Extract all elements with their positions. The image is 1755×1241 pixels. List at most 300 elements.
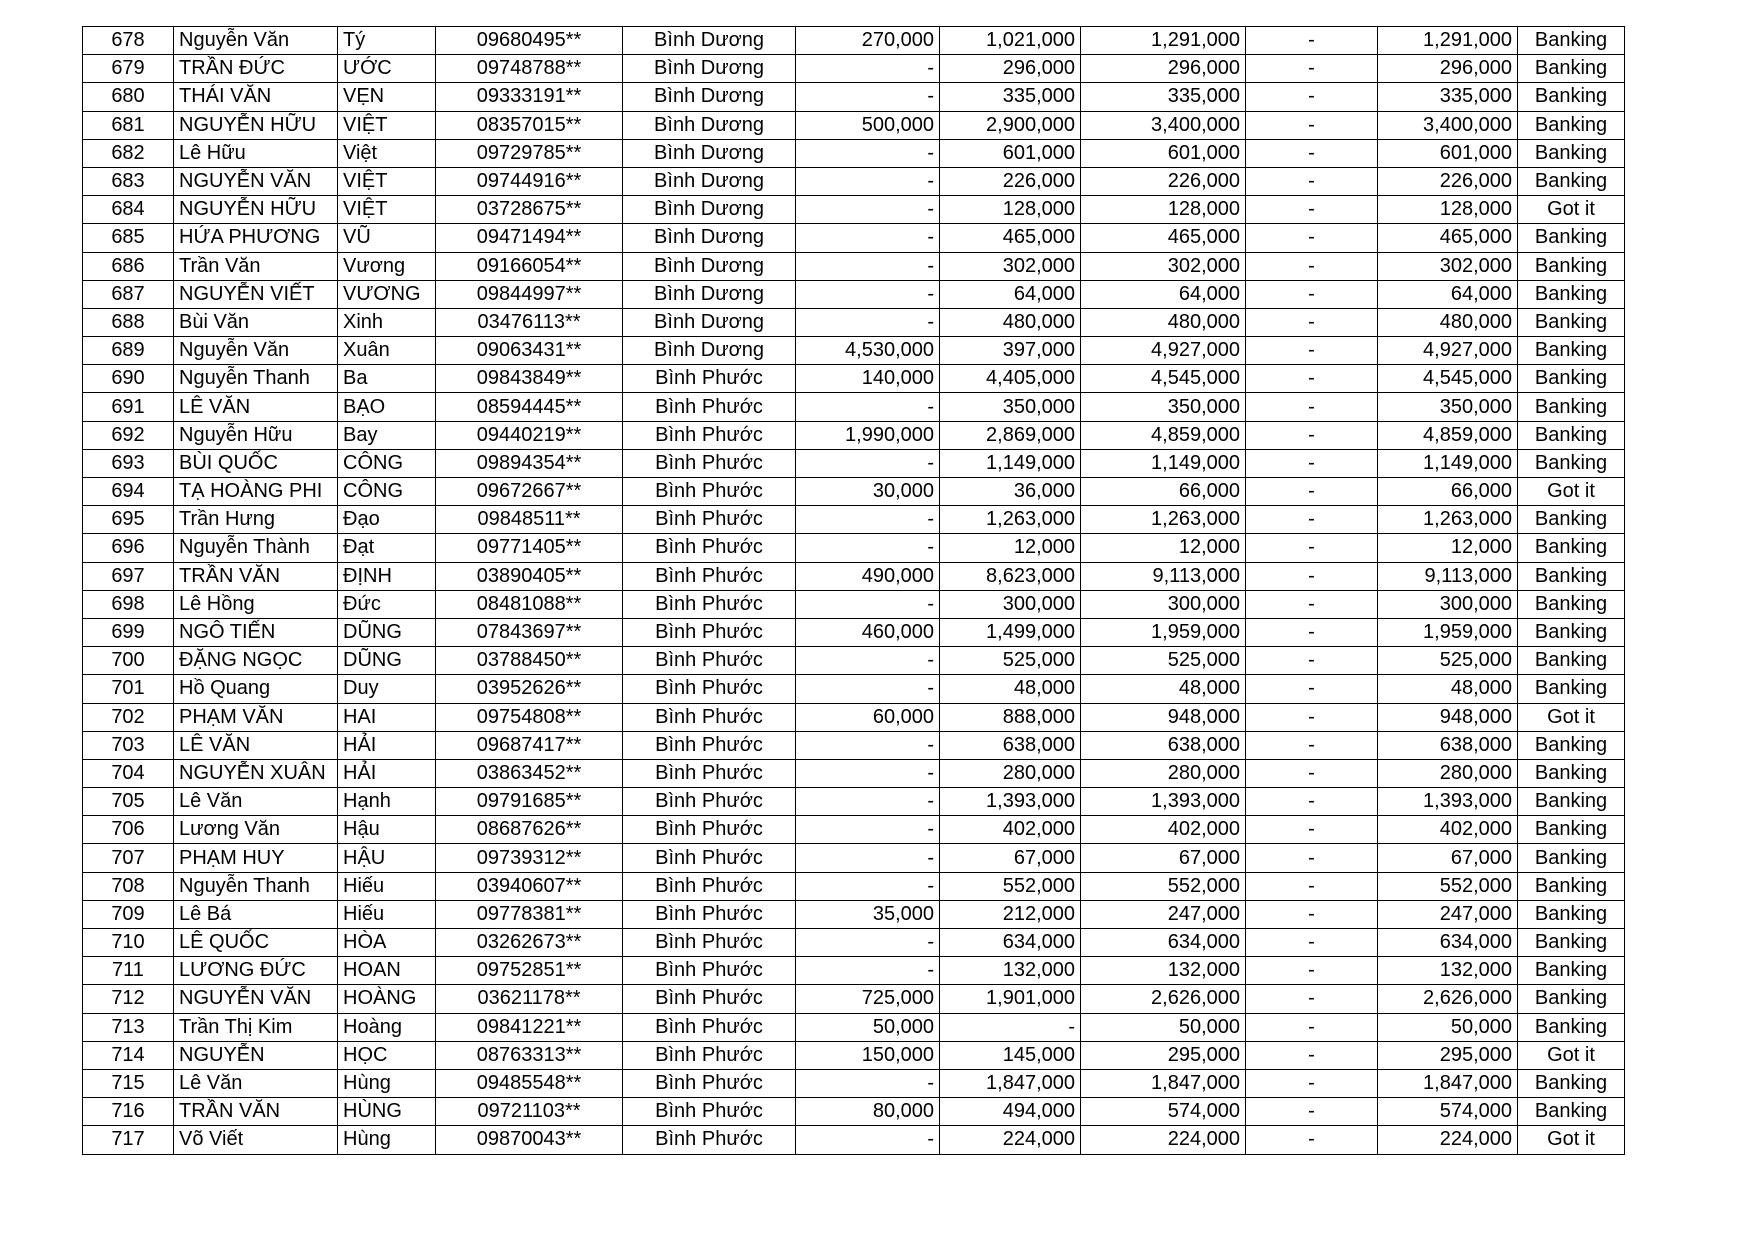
cell-province: Bình Phước [623, 929, 796, 957]
cell-amount-2: 226,000 [940, 167, 1081, 195]
cell-amount-2: 494,000 [940, 1098, 1081, 1126]
cell-net-amount: 132,000 [1378, 957, 1518, 985]
cell-first-name: Hiếu [338, 900, 436, 928]
cell-province: Bình Dương [623, 337, 796, 365]
cell-deduction: - [1246, 449, 1378, 477]
cell-province: Bình Dương [623, 139, 796, 167]
cell-deduction: - [1246, 111, 1378, 139]
cell-total-amount: 64,000 [1081, 280, 1246, 308]
cell-amount-2: 280,000 [940, 759, 1081, 787]
cell-total-amount: 465,000 [1081, 224, 1246, 252]
cell-total-amount: 634,000 [1081, 929, 1246, 957]
cell-total-amount: 4,927,000 [1081, 337, 1246, 365]
cell-last-middle-name: NGUYỄN HỮU [174, 196, 338, 224]
cell-phone-number: 09771405** [436, 534, 623, 562]
cell-deduction: - [1246, 280, 1378, 308]
cell-last-middle-name: LÊ VĂN [174, 731, 338, 759]
cell-deduction: - [1246, 252, 1378, 280]
cell-row-number: 696 [83, 534, 174, 562]
cell-deduction: - [1246, 844, 1378, 872]
cell-total-amount: 948,000 [1081, 703, 1246, 731]
cell-deduction: - [1246, 703, 1378, 731]
cell-amount-2: 397,000 [940, 337, 1081, 365]
table-row [83, 985, 1625, 1013]
cell-net-amount: 4,545,000 [1378, 365, 1518, 393]
cell-total-amount: 280,000 [1081, 759, 1246, 787]
cell-net-amount: 1,291,000 [1378, 27, 1518, 55]
cell-phone-number: 09739312** [436, 844, 623, 872]
cell-row-number: 707 [83, 844, 174, 872]
cell-net-amount: 66,000 [1378, 478, 1518, 506]
cell-last-middle-name: TẠ HOÀNG PHI [174, 478, 338, 506]
cell-last-middle-name: NGÔ TIẾN [174, 618, 338, 646]
cell-province: Bình Phước [623, 534, 796, 562]
cell-net-amount: 335,000 [1378, 83, 1518, 111]
cell-payment-method: Got it [1518, 478, 1625, 506]
cell-amount-1: - [796, 139, 940, 167]
cell-amount-2: 335,000 [940, 83, 1081, 111]
cell-deduction: - [1246, 1126, 1378, 1154]
cell-province: Bình Phước [623, 1069, 796, 1097]
cell-first-name: Đức [338, 590, 436, 618]
cell-payment-method: Got it [1518, 196, 1625, 224]
cell-first-name: Vương [338, 252, 436, 280]
cell-row-number: 716 [83, 1098, 174, 1126]
cell-net-amount: 4,859,000 [1378, 421, 1518, 449]
cell-net-amount: 12,000 [1378, 534, 1518, 562]
cell-deduction: - [1246, 167, 1378, 195]
cell-row-number: 699 [83, 618, 174, 646]
cell-row-number: 703 [83, 731, 174, 759]
cell-last-middle-name: NGUYỄN [174, 1041, 338, 1069]
cell-deduction: - [1246, 731, 1378, 759]
cell-last-middle-name: Nguyễn Thành [174, 534, 338, 562]
cell-payment-method: Banking [1518, 1098, 1625, 1126]
cell-first-name: Hậu [338, 816, 436, 844]
cell-phone-number: 09748788** [436, 55, 623, 83]
cell-deduction: - [1246, 83, 1378, 111]
cell-last-middle-name: Nguyễn Thanh [174, 872, 338, 900]
cell-phone-number: 09791685** [436, 788, 623, 816]
cell-row-number: 708 [83, 872, 174, 900]
cell-amount-1: - [796, 167, 940, 195]
cell-first-name: Duy [338, 675, 436, 703]
table-row [83, 308, 1625, 336]
cell-amount-1: 490,000 [796, 562, 940, 590]
cell-last-middle-name: Bùi Văn [174, 308, 338, 336]
cell-net-amount: 552,000 [1378, 872, 1518, 900]
table-row [83, 759, 1625, 787]
table-row [83, 478, 1625, 506]
cell-amount-1: - [796, 1069, 940, 1097]
cell-province: Bình Dương [623, 27, 796, 55]
cell-payment-method: Banking [1518, 365, 1625, 393]
cell-row-number: 694 [83, 478, 174, 506]
cell-amount-1: 4,530,000 [796, 337, 940, 365]
cell-row-number: 687 [83, 280, 174, 308]
cell-phone-number: 07843697** [436, 618, 623, 646]
cell-payment-method: Banking [1518, 393, 1625, 421]
cell-amount-1: - [796, 224, 940, 252]
cell-amount-2: 1,901,000 [940, 985, 1081, 1013]
cell-amount-2: 480,000 [940, 308, 1081, 336]
cell-last-middle-name: Võ Viết [174, 1126, 338, 1154]
cell-total-amount: 302,000 [1081, 252, 1246, 280]
cell-net-amount: 247,000 [1378, 900, 1518, 928]
cell-last-middle-name: Lê Hữu [174, 139, 338, 167]
cell-first-name: HẢI [338, 759, 436, 787]
cell-last-middle-name: Hồ Quang [174, 675, 338, 703]
cell-amount-2: 1,393,000 [940, 788, 1081, 816]
cell-total-amount: 247,000 [1081, 900, 1246, 928]
cell-first-name: Việt [338, 139, 436, 167]
cell-total-amount: 1,959,000 [1081, 618, 1246, 646]
cell-payment-method: Banking [1518, 280, 1625, 308]
cell-amount-2: 888,000 [940, 703, 1081, 731]
table-row [83, 1041, 1625, 1069]
cell-amount-2: 4,405,000 [940, 365, 1081, 393]
cell-amount-2: 296,000 [940, 55, 1081, 83]
cell-deduction: - [1246, 224, 1378, 252]
cell-first-name: DŨNG [338, 618, 436, 646]
cell-phone-number: 09485548** [436, 1069, 623, 1097]
cell-province: Bình Phước [623, 506, 796, 534]
cell-last-middle-name: TRẦN ĐỨC [174, 55, 338, 83]
cell-deduction: - [1246, 562, 1378, 590]
cell-row-number: 684 [83, 196, 174, 224]
cell-deduction: - [1246, 365, 1378, 393]
table-row [83, 1126, 1625, 1154]
cell-last-middle-name: Lê Văn [174, 788, 338, 816]
cell-first-name: Xinh [338, 308, 436, 336]
table-row [83, 27, 1625, 55]
cell-first-name: ĐỊNH [338, 562, 436, 590]
cell-last-middle-name: LƯƠNG ĐỨC [174, 957, 338, 985]
cell-last-middle-name: Trần Hưng [174, 506, 338, 534]
cell-amount-1: - [796, 759, 940, 787]
cell-last-middle-name: Trần Thị Kim [174, 1013, 338, 1041]
cell-province: Bình Dương [623, 111, 796, 139]
cell-phone-number: 08687626** [436, 816, 623, 844]
cell-first-name: DŨNG [338, 647, 436, 675]
cell-province: Bình Phước [623, 900, 796, 928]
cell-deduction: - [1246, 957, 1378, 985]
cell-last-middle-name: NGUYỄN VĂN [174, 985, 338, 1013]
cell-phone-number: 09870043** [436, 1126, 623, 1154]
cell-amount-2: 145,000 [940, 1041, 1081, 1069]
cell-total-amount: 9,113,000 [1081, 562, 1246, 590]
cell-payment-method: Banking [1518, 957, 1625, 985]
cell-amount-2: - [940, 1013, 1081, 1041]
cell-amount-1: - [796, 872, 940, 900]
cell-phone-number: 09844997** [436, 280, 623, 308]
table-row [83, 55, 1625, 83]
cell-net-amount: 480,000 [1378, 308, 1518, 336]
cell-phone-number: 03788450** [436, 647, 623, 675]
cell-payment-method: Banking [1518, 900, 1625, 928]
cell-phone-number: 09752851** [436, 957, 623, 985]
cell-phone-number: 09894354** [436, 449, 623, 477]
table-row [83, 590, 1625, 618]
cell-deduction: - [1246, 1041, 1378, 1069]
cell-first-name: VIỆT [338, 167, 436, 195]
cell-total-amount: 335,000 [1081, 83, 1246, 111]
cell-payment-method: Banking [1518, 647, 1625, 675]
cell-deduction: - [1246, 534, 1378, 562]
cell-last-middle-name: TRẦN VĂN [174, 1098, 338, 1126]
cell-net-amount: 48,000 [1378, 675, 1518, 703]
cell-row-number: 702 [83, 703, 174, 731]
cell-deduction: - [1246, 618, 1378, 646]
cell-payment-method: Banking [1518, 675, 1625, 703]
cell-net-amount: 465,000 [1378, 224, 1518, 252]
cell-row-number: 685 [83, 224, 174, 252]
cell-province: Bình Phước [623, 449, 796, 477]
cell-last-middle-name: THÁI VĂN [174, 83, 338, 111]
cell-amount-2: 1,149,000 [940, 449, 1081, 477]
table-row [83, 196, 1625, 224]
cell-amount-2: 1,021,000 [940, 27, 1081, 55]
cell-amount-1: - [796, 534, 940, 562]
cell-phone-number: 03728675** [436, 196, 623, 224]
cell-amount-1: - [796, 393, 940, 421]
cell-province: Bình Phước [623, 675, 796, 703]
cell-total-amount: 552,000 [1081, 872, 1246, 900]
cell-row-number: 711 [83, 957, 174, 985]
cell-net-amount: 574,000 [1378, 1098, 1518, 1126]
cell-amount-1: - [796, 308, 940, 336]
cell-payment-method: Banking [1518, 252, 1625, 280]
table-body [83, 27, 1625, 1155]
cell-amount-2: 48,000 [940, 675, 1081, 703]
cell-payment-method: Banking [1518, 590, 1625, 618]
cell-province: Bình Phước [623, 703, 796, 731]
cell-payment-method: Banking [1518, 167, 1625, 195]
cell-phone-number: 03940607** [436, 872, 623, 900]
cell-amount-2: 67,000 [940, 844, 1081, 872]
table-row [83, 139, 1625, 167]
cell-payment-method: Banking [1518, 1069, 1625, 1097]
cell-phone-number: 09166054** [436, 252, 623, 280]
cell-first-name: Hoàng [338, 1013, 436, 1041]
cell-row-number: 679 [83, 55, 174, 83]
table-row [83, 252, 1625, 280]
table-row [83, 449, 1625, 477]
cell-first-name: Hùng [338, 1126, 436, 1154]
table-row [83, 280, 1625, 308]
cell-amount-1: - [796, 731, 940, 759]
cell-phone-number: 03621178** [436, 985, 623, 1013]
cell-first-name: VIỆT [338, 196, 436, 224]
cell-amount-1: 270,000 [796, 27, 940, 55]
cell-amount-1: 50,000 [796, 1013, 940, 1041]
cell-amount-2: 1,499,000 [940, 618, 1081, 646]
cell-first-name: CÔNG [338, 449, 436, 477]
cell-row-number: 689 [83, 337, 174, 365]
cell-payment-method: Banking [1518, 506, 1625, 534]
cell-amount-2: 552,000 [940, 872, 1081, 900]
cell-amount-2: 601,000 [940, 139, 1081, 167]
cell-phone-number: 09440219** [436, 421, 623, 449]
cell-row-number: 713 [83, 1013, 174, 1041]
cell-first-name: Đạt [338, 534, 436, 562]
table-row [83, 83, 1625, 111]
cell-payment-method: Banking [1518, 55, 1625, 83]
cell-last-middle-name: NGUYỄN HỮU [174, 111, 338, 139]
cell-deduction: - [1246, 337, 1378, 365]
cell-province: Bình Phước [623, 1126, 796, 1154]
cell-last-middle-name: NGUYỄN VĂN [174, 167, 338, 195]
cell-amount-1: - [796, 647, 940, 675]
cell-net-amount: 4,927,000 [1378, 337, 1518, 365]
cell-phone-number: 09721103** [436, 1098, 623, 1126]
cell-last-middle-name: Lê Bá [174, 900, 338, 928]
cell-last-middle-name: LÊ VĂN [174, 393, 338, 421]
cell-amount-1: - [796, 844, 940, 872]
cell-net-amount: 226,000 [1378, 167, 1518, 195]
cell-amount-1: - [796, 280, 940, 308]
cell-amount-2: 350,000 [940, 393, 1081, 421]
cell-amount-1: - [796, 590, 940, 618]
cell-amount-2: 12,000 [940, 534, 1081, 562]
cell-last-middle-name: PHẠM HUY [174, 844, 338, 872]
cell-deduction: - [1246, 985, 1378, 1013]
cell-payment-method: Banking [1518, 759, 1625, 787]
cell-phone-number: 09687417** [436, 731, 623, 759]
table-row [83, 872, 1625, 900]
table-row [83, 675, 1625, 703]
cell-deduction: - [1246, 872, 1378, 900]
cell-deduction: - [1246, 788, 1378, 816]
cell-last-middle-name: Nguyễn Văn [174, 337, 338, 365]
cell-row-number: 706 [83, 816, 174, 844]
cell-deduction: - [1246, 1098, 1378, 1126]
cell-deduction: - [1246, 647, 1378, 675]
cell-province: Bình Phước [623, 1041, 796, 1069]
cell-amount-1: 725,000 [796, 985, 940, 1013]
cell-row-number: 691 [83, 393, 174, 421]
cell-amount-1: - [796, 55, 940, 83]
cell-first-name: HOÀNG [338, 985, 436, 1013]
cell-total-amount: 296,000 [1081, 55, 1246, 83]
cell-payment-method: Banking [1518, 534, 1625, 562]
cell-row-number: 712 [83, 985, 174, 1013]
cell-amount-1: 35,000 [796, 900, 940, 928]
cell-deduction: - [1246, 27, 1378, 55]
cell-first-name: VŨ [338, 224, 436, 252]
cell-province: Bình Phước [623, 562, 796, 590]
cell-last-middle-name: TRẦN VĂN [174, 562, 338, 590]
cell-phone-number: 03952626** [436, 675, 623, 703]
cell-amount-1: 60,000 [796, 703, 940, 731]
cell-first-name: Hạnh [338, 788, 436, 816]
cell-province: Bình Phước [623, 647, 796, 675]
cell-deduction: - [1246, 506, 1378, 534]
cell-amount-1: 150,000 [796, 1041, 940, 1069]
cell-row-number: 698 [83, 590, 174, 618]
cell-first-name: Bay [338, 421, 436, 449]
cell-first-name: Xuân [338, 337, 436, 365]
cell-last-middle-name: Trần Văn [174, 252, 338, 280]
cell-amount-2: 212,000 [940, 900, 1081, 928]
table-row [83, 788, 1625, 816]
cell-phone-number: 03262673** [436, 929, 623, 957]
cell-payment-method: Banking [1518, 844, 1625, 872]
cell-row-number: 678 [83, 27, 174, 55]
cell-amount-1: - [796, 449, 940, 477]
cell-first-name: HÙNG [338, 1098, 436, 1126]
cell-first-name: Tý [338, 27, 436, 55]
cell-net-amount: 948,000 [1378, 703, 1518, 731]
cell-total-amount: 128,000 [1081, 196, 1246, 224]
table-row [83, 365, 1625, 393]
cell-total-amount: 4,859,000 [1081, 421, 1246, 449]
cell-total-amount: 1,847,000 [1081, 1069, 1246, 1097]
cell-province: Bình Phước [623, 393, 796, 421]
cell-phone-number: 09729785** [436, 139, 623, 167]
cell-amount-1: - [796, 675, 940, 703]
cell-first-name: ƯỚC [338, 55, 436, 83]
cell-province: Bình Phước [623, 421, 796, 449]
cell-payment-method: Banking [1518, 788, 1625, 816]
table-row [83, 421, 1625, 449]
cell-province: Bình Dương [623, 167, 796, 195]
cell-total-amount: 3,400,000 [1081, 111, 1246, 139]
table-row [83, 534, 1625, 562]
cell-province: Bình Dương [623, 224, 796, 252]
table-row [83, 900, 1625, 928]
cell-deduction: - [1246, 675, 1378, 703]
cell-payment-method: Got it [1518, 1041, 1625, 1069]
cell-province: Bình Phước [623, 816, 796, 844]
cell-total-amount: 226,000 [1081, 167, 1246, 195]
cell-payment-method: Banking [1518, 449, 1625, 477]
cell-deduction: - [1246, 1013, 1378, 1041]
cell-net-amount: 295,000 [1378, 1041, 1518, 1069]
cell-amount-2: 64,000 [940, 280, 1081, 308]
cell-total-amount: 295,000 [1081, 1041, 1246, 1069]
cell-net-amount: 350,000 [1378, 393, 1518, 421]
cell-phone-number: 09848511** [436, 506, 623, 534]
cell-first-name: Hùng [338, 1069, 436, 1097]
cell-amount-1: - [796, 506, 940, 534]
cell-row-number: 710 [83, 929, 174, 957]
table-row [83, 731, 1625, 759]
table-row [83, 647, 1625, 675]
cell-total-amount: 132,000 [1081, 957, 1246, 985]
cell-deduction: - [1246, 308, 1378, 336]
cell-total-amount: 402,000 [1081, 816, 1246, 844]
cell-total-amount: 480,000 [1081, 308, 1246, 336]
cell-last-middle-name: Nguyễn Văn [174, 27, 338, 55]
cell-net-amount: 638,000 [1378, 731, 1518, 759]
cell-province: Bình Phước [623, 872, 796, 900]
cell-payment-method: Banking [1518, 872, 1625, 900]
cell-amount-1: 500,000 [796, 111, 940, 139]
cell-first-name: HOAN [338, 957, 436, 985]
cell-payment-method: Banking [1518, 985, 1625, 1013]
table-row [83, 703, 1625, 731]
cell-phone-number: 09744916** [436, 167, 623, 195]
cell-phone-number: 09778381** [436, 900, 623, 928]
cell-phone-number: 08481088** [436, 590, 623, 618]
cell-net-amount: 525,000 [1378, 647, 1518, 675]
cell-province: Bình Phước [623, 759, 796, 787]
records-table [82, 26, 1625, 1155]
cell-row-number: 695 [83, 506, 174, 534]
cell-row-number: 714 [83, 1041, 174, 1069]
cell-last-middle-name: NGUYỄN XUÂN [174, 759, 338, 787]
